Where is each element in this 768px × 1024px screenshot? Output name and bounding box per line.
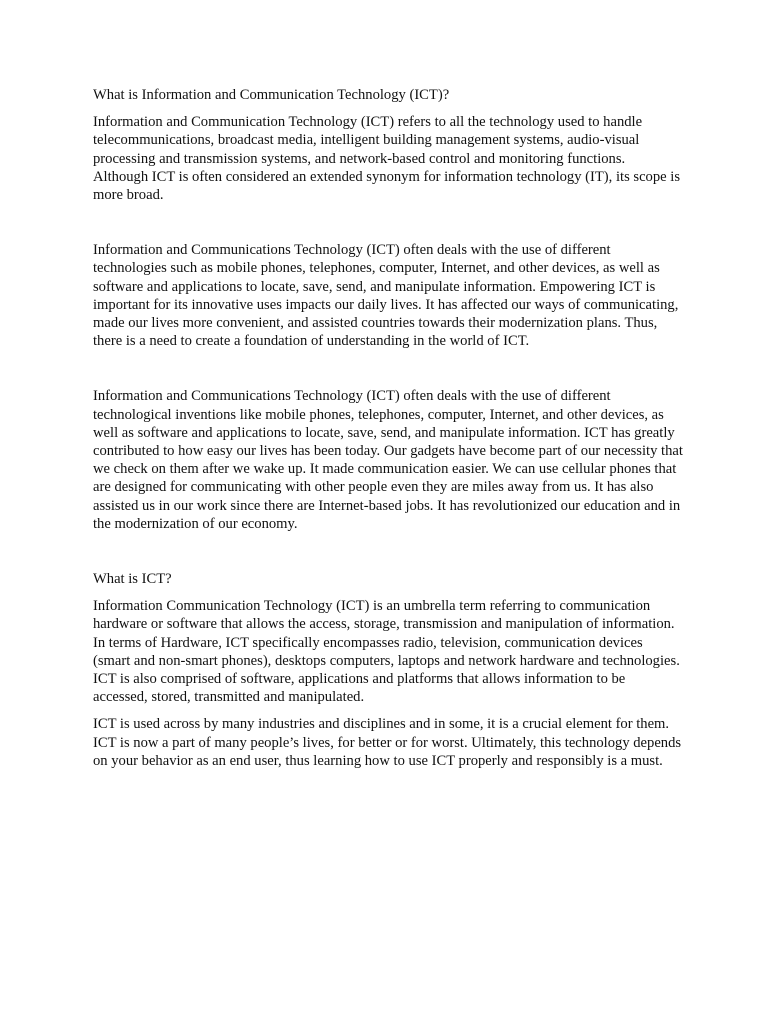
document-body: [93, 86, 683, 770]
paragraph-ict-usage: ICT is used across by many industries and disciplines and in some, it is a crucial element for them. ICT is now a part of many people’s lives, for better or for worst. Ultimately, this technology depends on your behavior as an end user, thus learning how to use ICT properly and responsibly is a must.: [93, 716, 682, 769]
section-heading-ict-definition: What is Information and Communication Technology (ICT)?: [93, 87, 450, 103]
paragraph-ict-impact: Information and Communications Technology (ICT) often deals with the use of different technological inventions like mobile phones, telephones, computer, Internet, and other devices, as well as software and applications to locate, save, send, and manipulate information. ICT has greatly contributed to how easy our lives has been today. Our gadgets have become part of our necessity that we check on them after we wake up. It made communication easier. We can use cellular phones that are designed for communicating with other people even they are miles away from us. It has also assisted us in our work since there are Internet-based jobs. It has revolutionized our education and in the modernization of our economy.: [93, 388, 683, 532]
paragraph-ict-umbrella-term: Information Communication Technology (ICT) is an umbrella term referring to communication hardware or software that allows the access, storage, transmission and manipulation of information. In terms of Hardware, ICT specifically encompasses radio, television, communication devices (smart and non-smart phones), desktops computers, laptops and network hardware and technologies. ICT is also comprised of software, applications and platforms that allows information to be accessed, stored, transmitted and manipulated.: [93, 598, 680, 706]
paragraph-ict-technologies: Information and Communications Technology (ICT) often deals with the use of different technologies such as mobile phones, telephones, computer, Internet, and other devices, as well as software and applications to locate, save, send, and manipulate information. Empowering ICT is important for its innovative uses impacts our daily lives. It has affected our ways of communicating, made our lives more convenient, and assisted countries towards their modernization plans. Thus, there is a need to create a foundation of understanding in the world of ICT.: [93, 242, 679, 350]
section-heading-what-is-ict: What is ICT?: [93, 571, 172, 588]
paragraph-ict-definition: Information and Communication Technology (ICT) refers to all the technology used to handle telecommunications, broadcast media, intelligent building management systems, audio-visual processing and transmission systems, and network-based control and monitoring functions. Although ICT is often considered an extended synonym for information technology (IT), its scope is more broad.: [93, 114, 681, 204]
